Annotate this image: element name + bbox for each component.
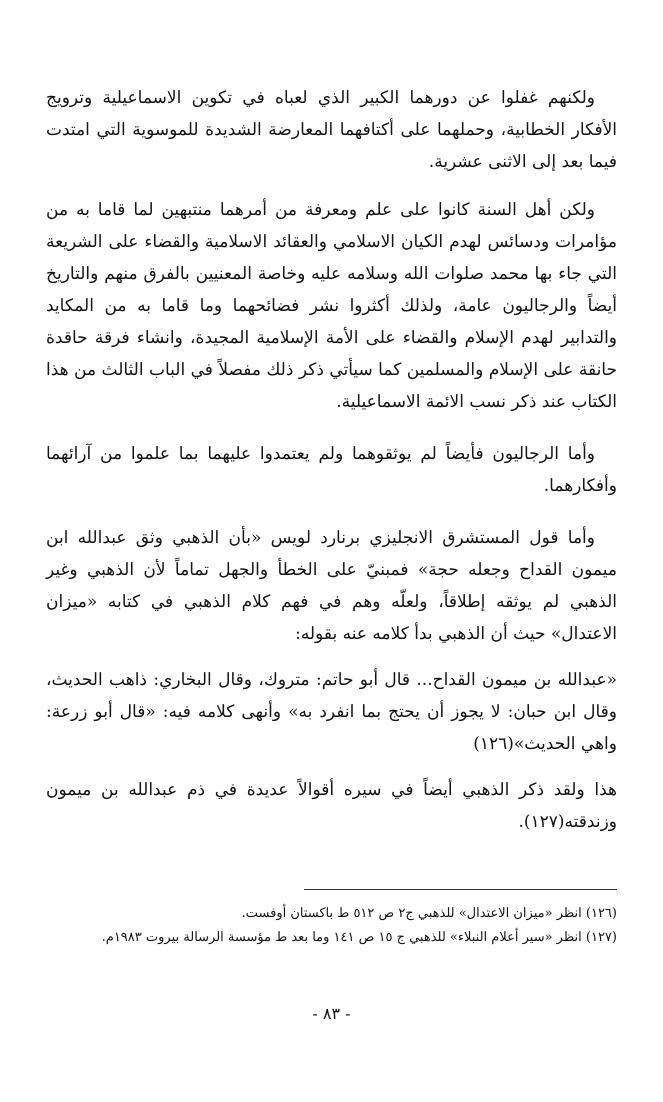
page-number: - ٨٣ - [312, 1004, 351, 1023]
paragraph-1-text: ولكنهم غفلوا عن دورهما الكبير الذي لعباه في تكوين الاسماعيلية وترويج الأفكار الخطابية، وحملهما على أكتافهما المعارضة الشديدة للموسوية التي امتدت فيما بعد إلى الاثنى عشرية. [46, 88, 617, 172]
paragraph-4-text: وأما قول المستشرق الانجليزي برنارد لويس «بأن الذهبي وثق عبدالله ابن ميمون القداح وجعله حجة» فمبنيّ على الخطأ والجهل تماماً لأن الذهبي وغير الذهبي لم يوثقه إطلاقاً، ولعلّه وهم في فهم كلام الذهبي في كتابه «ميزان الاعتدال» حيث أن الذهبي بدأ كلامه عنه بقوله: [46, 528, 617, 644]
paragraph-2-text: ولكن أهل السنة كانوا على علم ومعرفة من أمرهما منتبهين لما قاما به من مؤامرات ودسائس لهدم الكيان الاسلامي والعقائد الاسلامية والقضاء على الشريعة التي جاء بها محمد صلوات الله وسلامه عليه وخاصة المعنيين بالفرق منهم والتاريخ أيضاً والرجاليون عامة، ولذلك أكثروا نشر فضائحهما وما قاما به من المكايد والتدابير لهدم الإسلام والقضاء على الأمة الإسلامية المجيدة، وانشاء فرقة حاقدة حانقة على الإسلام والمسلمين كما سيأتي ذكر ذلك مفصلاً في الباب الثالث من هذا الكتاب عند ذكر نسب الائمة الاسماعيلية. [46, 200, 617, 412]
footnote-127: (١٢٧) انظر «سير أعلام النبلاء» للذهبي ج ١٥ ص ١٤١ وما بعد ط مؤسسة الرسالة بيروت ١٩٨٣م. [101, 930, 617, 945]
quotation-text: «عبدالله بن ميمون القداح... قال أبو حاتم: متروك، وقال البخاري: ذاهب الحديث، وقال ابن حبان: لا يجوز أن يحتج بما انفرد به» وأنهى كلامه فيه: «قال أبو زرعة: واهي الحديث»(١٢٦) [46, 670, 617, 754]
paragraph-3 [46, 438, 617, 502]
paragraph-1 [46, 82, 617, 178]
paragraph-2 [46, 194, 617, 418]
footnotes [46, 902, 617, 950]
footnote-126: (١٢٦) انظر «ميزان الاعتدال» للذهبي ج٢ ص ٥١٢ ط باكستان أوفست. [241, 906, 617, 921]
quotation-paragraph [46, 664, 617, 760]
paragraph-4 [46, 522, 617, 650]
paragraph-6-text: هذا ولقد ذكر الذهبي أيضاً في سيره أقوالاً عديدة في ذم عبدالله بن ميمون وزندقته(١٢٧). [46, 780, 617, 832]
main-text [46, 82, 617, 838]
paragraph-6 [46, 774, 617, 838]
footnote-divider [304, 889, 617, 890]
paragraph-3-text: وأما الرجاليون فأيضاً لم يوثقوهما ولم يعتمدوا عليهما بما علموا من آرائهما وأفكارهما. [46, 444, 617, 496]
